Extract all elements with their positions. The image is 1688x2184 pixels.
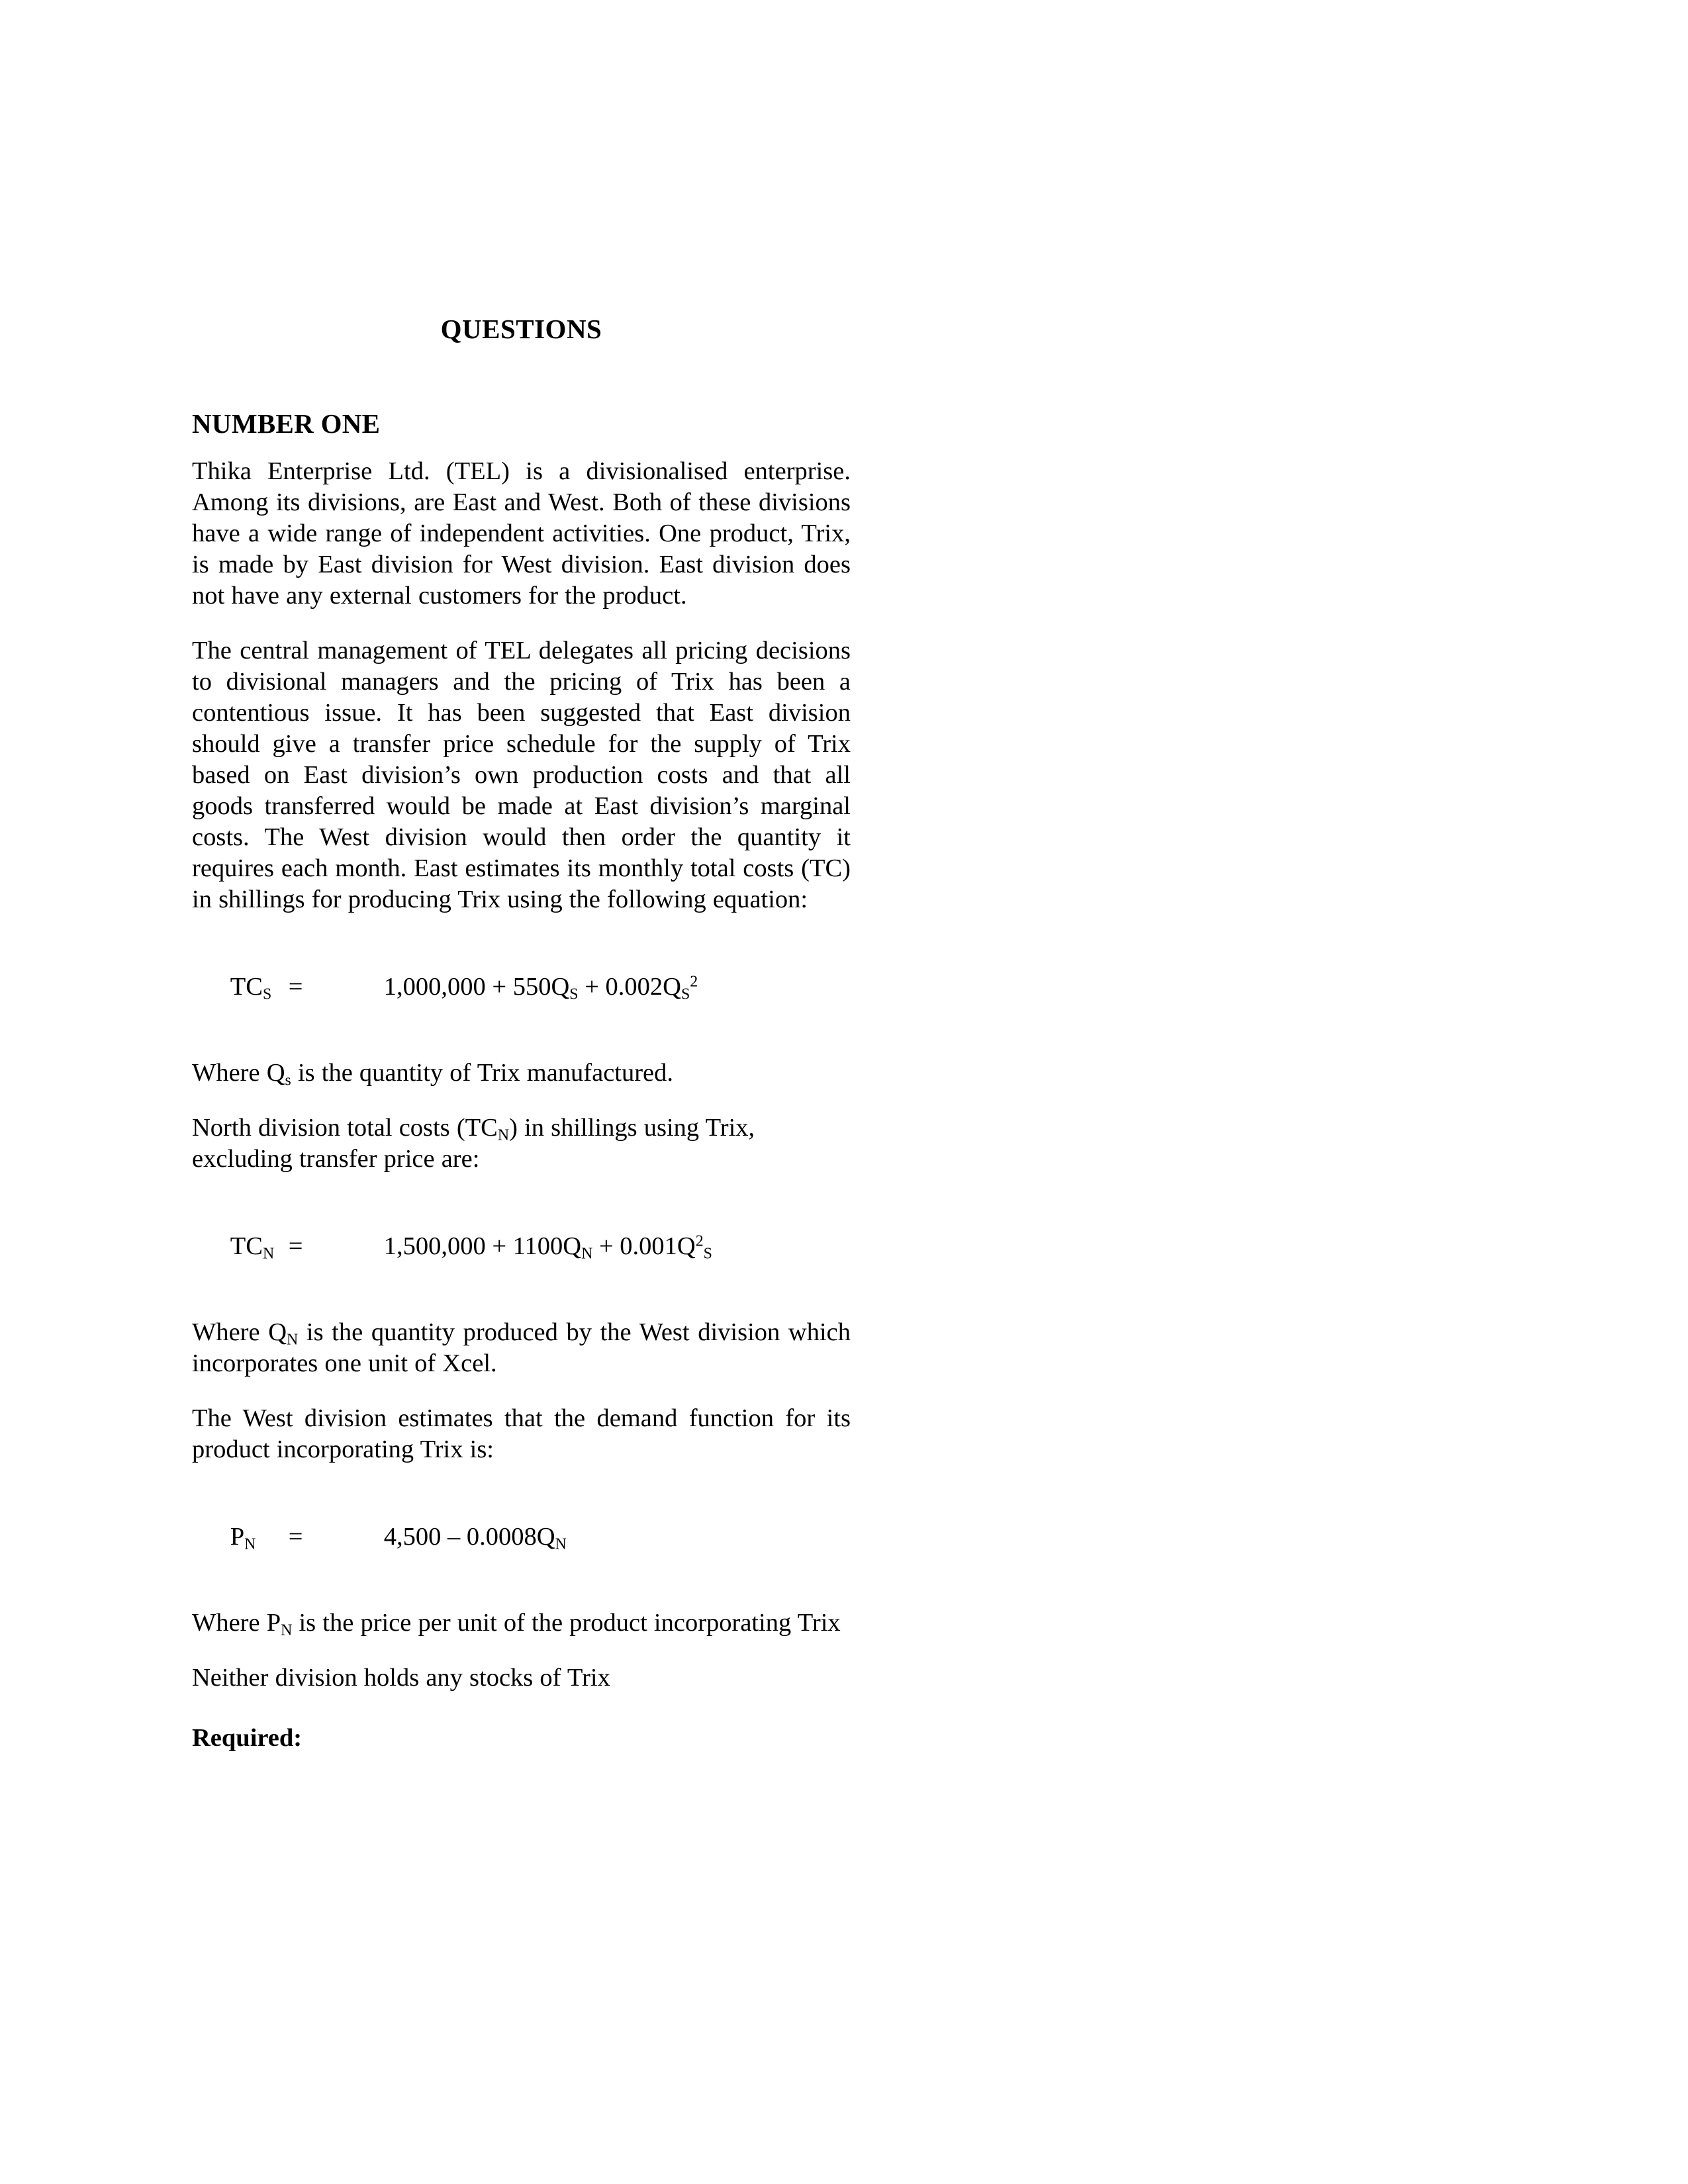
equation-price-north — [192, 1465, 851, 1584]
equation-lhs-base: P — [230, 1523, 245, 1551]
equation-rhs-subscript2: S — [680, 985, 690, 1003]
equation-operator: = — [288, 973, 303, 1001]
document-content-column — [192, 0, 851, 1754]
required-label: Required: — [192, 1724, 303, 1752]
paragraph-no-stocks: Neither division holds any stocks of Trix — [192, 1664, 610, 1692]
north-costs-suffix: ) in shillings using Trix, excluding transfer price are: — [192, 1114, 755, 1173]
where-qn-subscript: N — [287, 1331, 299, 1349]
where-qn-prefix: Where Q — [192, 1318, 287, 1347]
paragraph-intro: Thika Enterprise Ltd. (TEL) is a divisionalised enterprise. Among its divisions, are East and West. Both of these divisions have a wide range of independent activities. One product, Trix, is made by East division for West division. East division does not have any external customers for the product. — [192, 457, 851, 610]
page-title: QUESTIONS — [440, 314, 602, 344]
equation-rhs-superscript: 2 — [695, 1232, 704, 1250]
equation-lhs — [230, 1231, 289, 1262]
equation-operator: = — [288, 1232, 303, 1261]
paragraph-demand-function: The West division estimates that the demand function for its product incorporating Trix is: — [192, 1404, 851, 1464]
equation-rhs-superscript: 2 — [690, 973, 698, 991]
equation-rhs-term1: 4,500 – 0.0008Q — [383, 1523, 555, 1551]
equation-total-cost-south — [192, 915, 851, 1034]
equation-rhs-term2: + 0.002Q — [578, 973, 681, 1001]
section-heading-number-one: NUMBER ONE — [192, 408, 381, 439]
equation-lhs — [230, 972, 289, 1003]
paragraph-north-division-costs — [192, 1089, 851, 1175]
paragraph-where-pn — [192, 1584, 851, 1639]
paragraph-where-qs — [192, 1034, 851, 1089]
where-pn-subscript: N — [281, 1621, 293, 1639]
equation-rhs-term2: + 0.001Q — [592, 1232, 696, 1261]
where-pn-suffix: is the price per unit of the product incorporating Trix — [292, 1609, 841, 1637]
equation-lhs — [230, 1522, 289, 1553]
equation-total-cost-north — [192, 1175, 851, 1293]
equation-lhs-subscript: N — [262, 1245, 275, 1263]
equation-rhs-subscript1: S — [569, 985, 579, 1003]
where-qs-subscript: s — [285, 1071, 291, 1089]
equation-rhs-subscript1: N — [555, 1535, 567, 1553]
north-costs-prefix: North division total costs (TC — [192, 1114, 498, 1142]
equation-lhs-subscript: S — [262, 985, 272, 1003]
north-costs-subscript: N — [497, 1126, 510, 1144]
equation-operator: = — [288, 1523, 303, 1551]
paragraph-where-qn — [192, 1293, 851, 1379]
equation-rhs-subscript1: N — [581, 1245, 593, 1263]
equation-rhs-term1: 1,000,000 + 550Q — [383, 973, 570, 1001]
where-qs-suffix: is the quantity of Trix manufactured. — [291, 1059, 674, 1087]
where-pn-prefix: Where P — [192, 1609, 281, 1637]
equation-lhs-subscript: N — [244, 1535, 256, 1553]
equation-lhs-base: TC — [230, 973, 263, 1001]
where-qs-prefix: Where Q — [192, 1059, 285, 1087]
equation-rhs-term1: 1,500,000 + 1100Q — [383, 1232, 582, 1261]
equation-rhs-subscript2: S — [703, 1245, 712, 1263]
paragraph-transfer-pricing: The central management of TEL delegates all pricing decisions to divisional managers and the pricing of Trix has been a contentious issue. It has been suggested that East division should give a transfer price schedule for the supply of Trix based on East division’s own production costs and that all goods transferred would be made at East division’s marginal costs. The West division would then order the quantity it requires each month. East estimates its monthly total costs (TC) in shillings for producing Trix using the following equation: — [192, 637, 851, 914]
equation-lhs-base: TC — [230, 1232, 263, 1261]
where-qn-suffix: is the quantity produced by the West division which incorporates one unit of Xcel. — [192, 1318, 851, 1378]
